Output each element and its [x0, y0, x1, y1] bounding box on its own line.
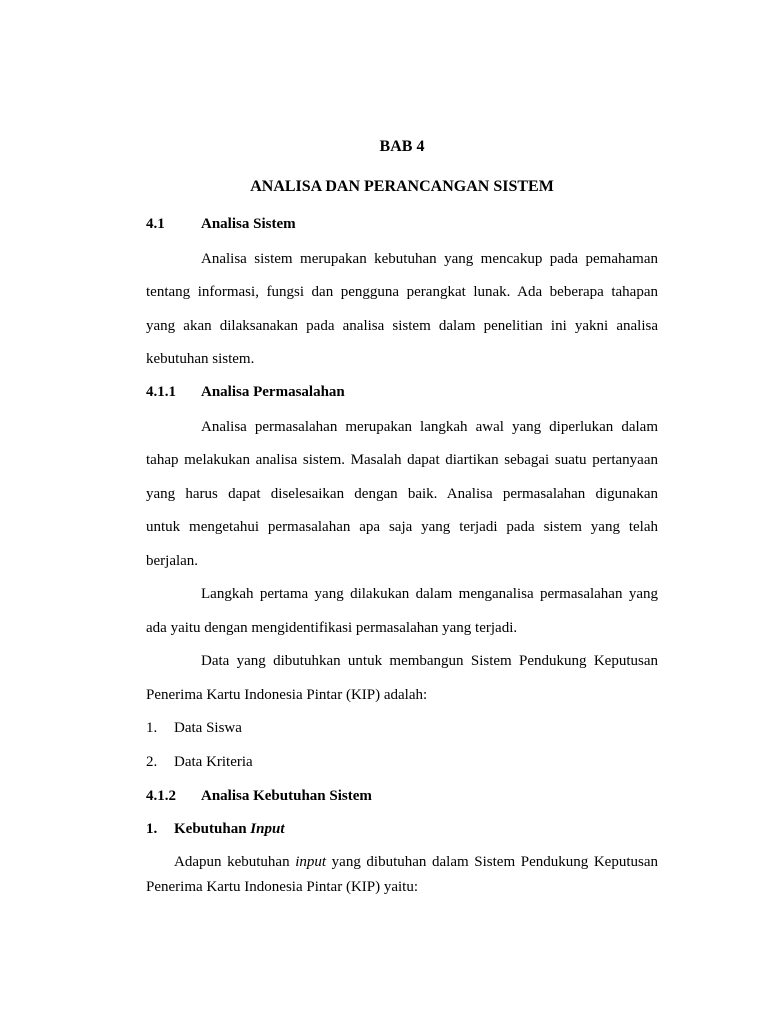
paragraph-line: Data yang dibutuhkan untuk membangun Sistem Pendukung Keputusan — [201, 653, 658, 669]
text-segment: yang dibutuhan dalam Sistem Pendukung Keputusan — [326, 854, 658, 870]
paragraph-line — [146, 853, 658, 871]
paragraph-line: berjalan. — [146, 553, 199, 569]
paragraph-line: ada yaitu dengan mengidentifikasi permasalahan yang terjadi. — [146, 620, 518, 636]
paragraph-line: Penerima Kartu Indonesia Pintar (KIP) yaitu: — [146, 879, 419, 895]
list-text: Data Kriteria — [174, 754, 253, 770]
paragraph-line: tentang informasi, fungsi dan pengguna perangkat lunak. Ada beberapa tahapan — [146, 284, 658, 300]
section-heading-4-1-1 — [146, 383, 658, 401]
section-heading-4-1 — [146, 215, 658, 233]
paragraph-line: Langkah pertama yang dilakukan dalam menganalisa permasalahan yang — [201, 586, 658, 602]
subsection-heading — [146, 820, 658, 838]
section-title: Analisa Sistem — [201, 216, 296, 232]
chapter-title: ANALISA DAN PERANCANGAN SISTEM — [250, 178, 554, 195]
paragraph-line: tahap melakukan analisa sistem. Masalah dapat diartikan sebagai suatu pertanyaan — [146, 452, 658, 468]
text-segment: Adapun kebutuhan — [174, 854, 296, 870]
paragraph-line: Penerima Kartu Indonesia Pintar (KIP) adalah: — [146, 687, 428, 703]
section-title: Analisa Kebutuhan Sistem — [201, 788, 372, 804]
subsection-title-italic: Input — [250, 821, 285, 837]
section-number: 4.1.1 — [146, 384, 176, 400]
list-text: Data Siswa — [174, 720, 242, 736]
text-segment-italic: input — [295, 854, 327, 870]
section-number: 4.1 — [146, 216, 165, 232]
subsection-number: 1. — [146, 821, 158, 837]
list-item — [146, 719, 658, 737]
list-item — [146, 753, 658, 771]
section-number: 4.1.2 — [146, 788, 176, 804]
subsection-title-prefix: Kebutuhan — [174, 821, 251, 837]
chapter-label: BAB 4 — [379, 138, 425, 155]
paragraph-line: yang akan dilaksanakan pada analisa sistem dalam penelitian ini yakni analisa — [146, 318, 658, 334]
paragraph-line: Analisa sistem merupakan kebutuhan yang mencakup pada pemahaman — [201, 251, 658, 267]
paragraph-line: kebutuhan sistem. — [146, 351, 255, 367]
paragraph-line: Analisa permasalahan merupakan langkah awal yang diperlukan dalam — [201, 419, 658, 435]
section-heading-4-1-2 — [146, 787, 658, 805]
list-number: 2. — [146, 754, 158, 770]
paragraph-line: untuk mengetahui permasalahan apa saja yang terjadi pada sistem yang telah — [146, 519, 658, 535]
paragraph-line: yang harus dapat diselesaikan dengan baik. Analisa permasalahan digunakan — [146, 486, 658, 502]
section-title: Analisa Permasalahan — [201, 384, 345, 400]
list-number: 1. — [146, 720, 158, 736]
